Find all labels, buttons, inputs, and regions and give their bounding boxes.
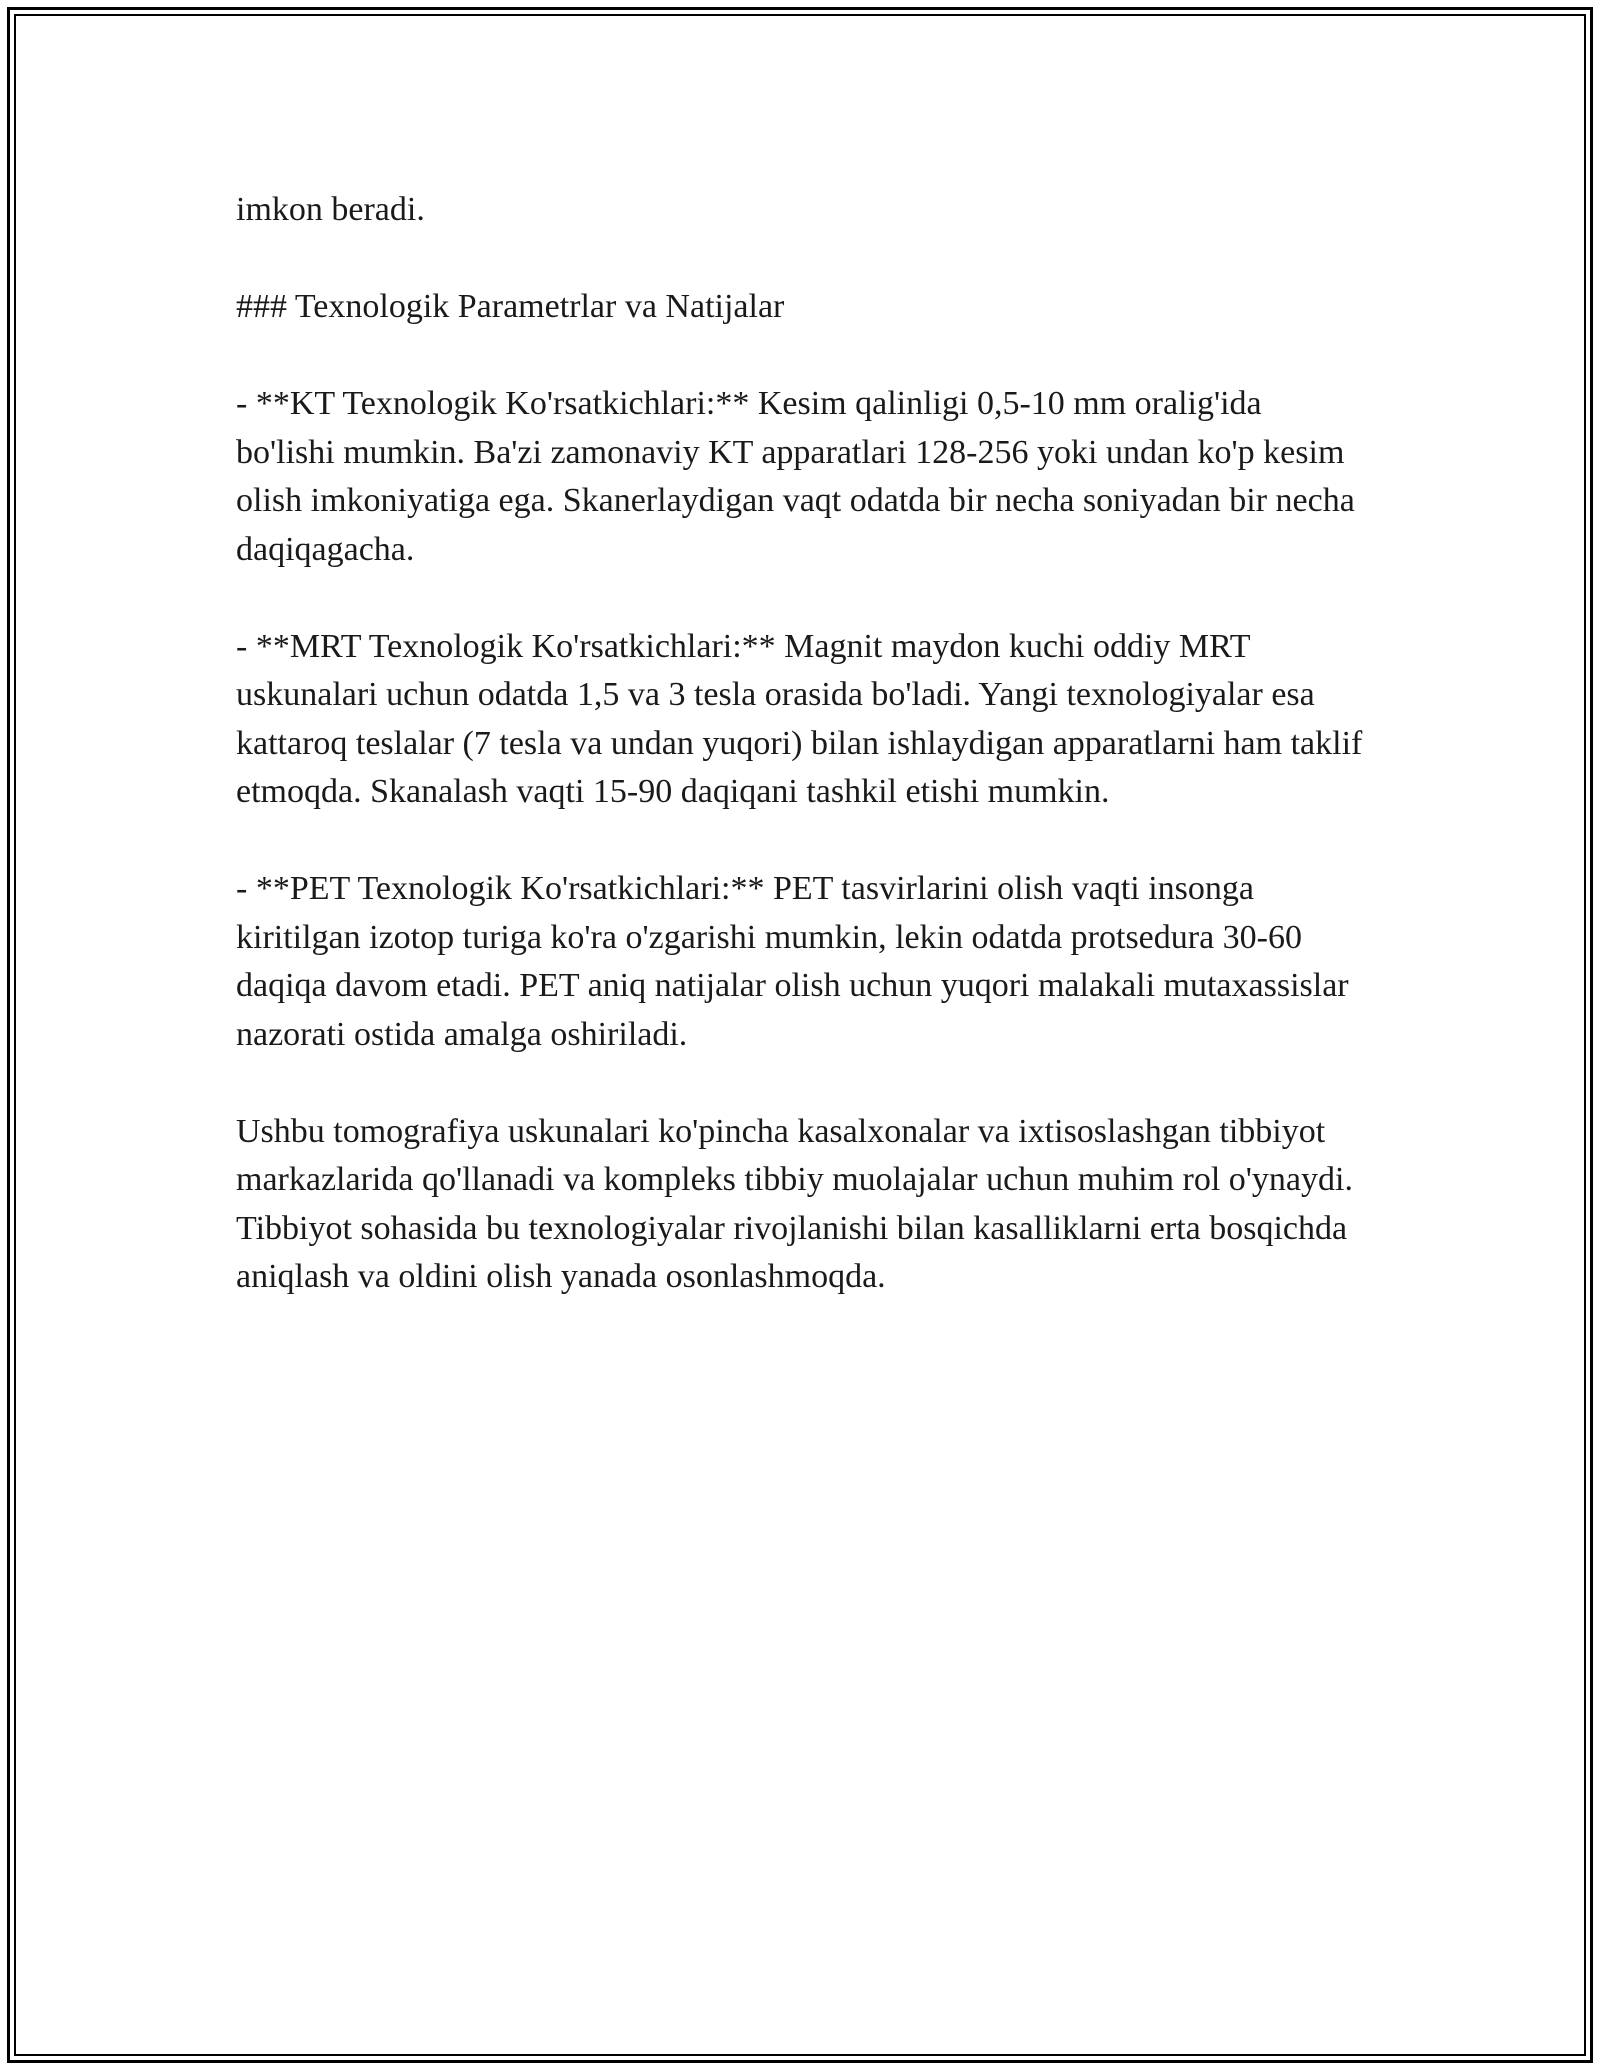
section-heading: ### Texnologik Parametrlar va Natijalar bbox=[236, 288, 785, 325]
paragraph-mrt: - **MRT Texnologik Ko'rsatkichlari:** Magnit maydon kuchi oddiy MRT uskunalari uchun odatda 1,5 va 3 tesla orasida bo'ladi. Yangi texnologiyalar esa kattaroq teslalar (7 tesla va undan yuqori) bilan ishlaydigan apparatlarni ham taklif etmoqda. Skanalash vaqti 15-90 daqiqani tashkil etishi mumkin. bbox=[236, 627, 1363, 810]
paragraph-kt: - **KT Texnologik Ko'rsatkichlari:** Kesim qalinligi 0,5-10 mm oralig'ida bo'lishi mumkin. Ba'zi zamonaviy KT apparatlari 128-256 yoki undan ko'p kesim olish imkoniyatiga ega. Skanerlaydigan vaqt odatda bir necha soniyadan bir necha daqiqagacha. bbox=[236, 385, 1355, 568]
paragraph-pet: - **PET Texnologik Ko'rsatkichlari:** PET tasvirlarini olish vaqti insonga kiritilgan izotop turiga ko'ra o'zgarishi mumkin, lekin odatda protsedura 30-60 daqiqa davom etadi. PET aniq natijalar olish uchun yuqori malakali mutaxassislar nazorati ostida amalga oshiriladi. bbox=[236, 870, 1349, 1053]
document-body bbox=[236, 186, 1364, 1350]
paragraph-continuation: imkon beradi. bbox=[236, 191, 425, 228]
paragraph-conclusion: Ushbu tomografiya uskunalari ko'pincha kasalxonalar va ixtisoslashgan tibbiyot markazlarida qo'llanadi va kompleks tibbiy muolajalar uchun muhim rol o'ynaydi. Tibbiyot sohasida bu texnologiyalar rivojlanishi bilan kasalliklarni erta bosqichda aniqlash va oldini olish yanada osonlashmoqda. bbox=[236, 1112, 1353, 1295]
